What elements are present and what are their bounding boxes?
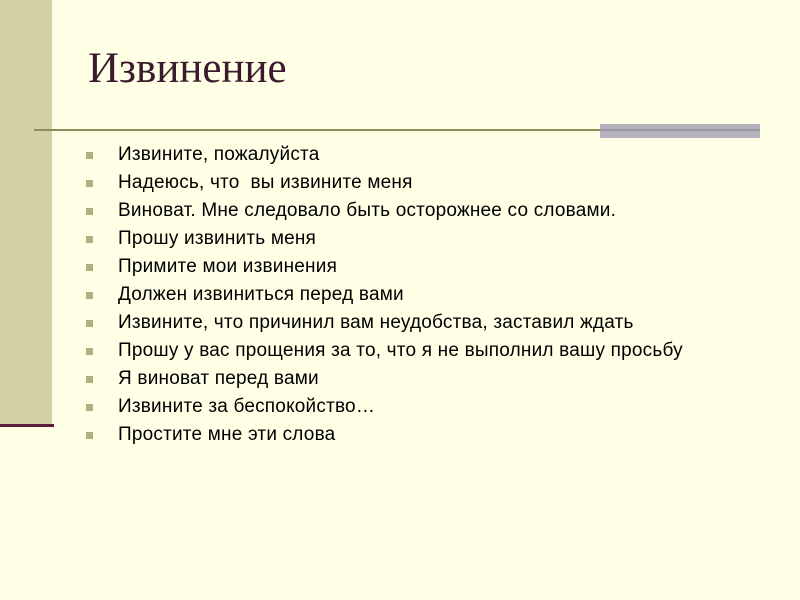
bullet-item — [86, 339, 776, 362]
bullet-text: Прошу у вас прощения за то, что я не выполнил вашу просьбу — [118, 340, 683, 361]
square-bullet-icon — [86, 264, 93, 271]
bullet-text: Извините, пожалуйста — [118, 144, 320, 165]
square-bullet-icon — [86, 404, 93, 411]
title-divider-accent — [600, 124, 760, 138]
bullet-text: Простите мне эти слова — [118, 424, 336, 445]
bullet-list — [86, 143, 776, 451]
bullet-text: Извините за беспокойство… — [118, 396, 376, 417]
bullet-text: Надеюсь, что вы извините меня — [118, 172, 413, 193]
bullet-item — [86, 255, 776, 278]
bullet-text: Примите мои извинения — [118, 256, 338, 277]
bullet-item — [86, 423, 776, 446]
sidebar-accent-bar — [0, 0, 52, 424]
bullet-item — [86, 395, 776, 418]
bullet-item — [86, 199, 776, 222]
bullet-text: Должен извиниться перед вами — [118, 284, 404, 305]
square-bullet-icon — [86, 432, 93, 439]
bullet-item — [86, 283, 776, 306]
bullet-item — [86, 143, 776, 166]
square-bullet-icon — [86, 292, 93, 299]
bullet-item — [86, 171, 776, 194]
sidebar-edge-line — [0, 424, 54, 427]
square-bullet-icon — [86, 320, 93, 327]
square-bullet-icon — [86, 236, 93, 243]
bullet-item — [86, 311, 776, 334]
square-bullet-icon — [86, 180, 93, 187]
square-bullet-icon — [86, 152, 93, 159]
title-divider-line — [34, 129, 600, 131]
bullet-item — [86, 367, 776, 390]
bullet-text: Извините, что причинил вам неудобства, заставил ждать — [118, 312, 634, 333]
bullet-item — [86, 227, 776, 250]
square-bullet-icon — [86, 348, 93, 355]
slide-title: Извинение — [88, 45, 287, 92]
bullet-text: Прошу извинить меня — [118, 228, 317, 249]
square-bullet-icon — [86, 376, 93, 383]
bullet-text: Виноват. Мне следовало быть осторожнее со словами. — [118, 200, 617, 221]
square-bullet-icon — [86, 208, 93, 215]
bullet-text: Я виноват перед вами — [118, 368, 319, 389]
